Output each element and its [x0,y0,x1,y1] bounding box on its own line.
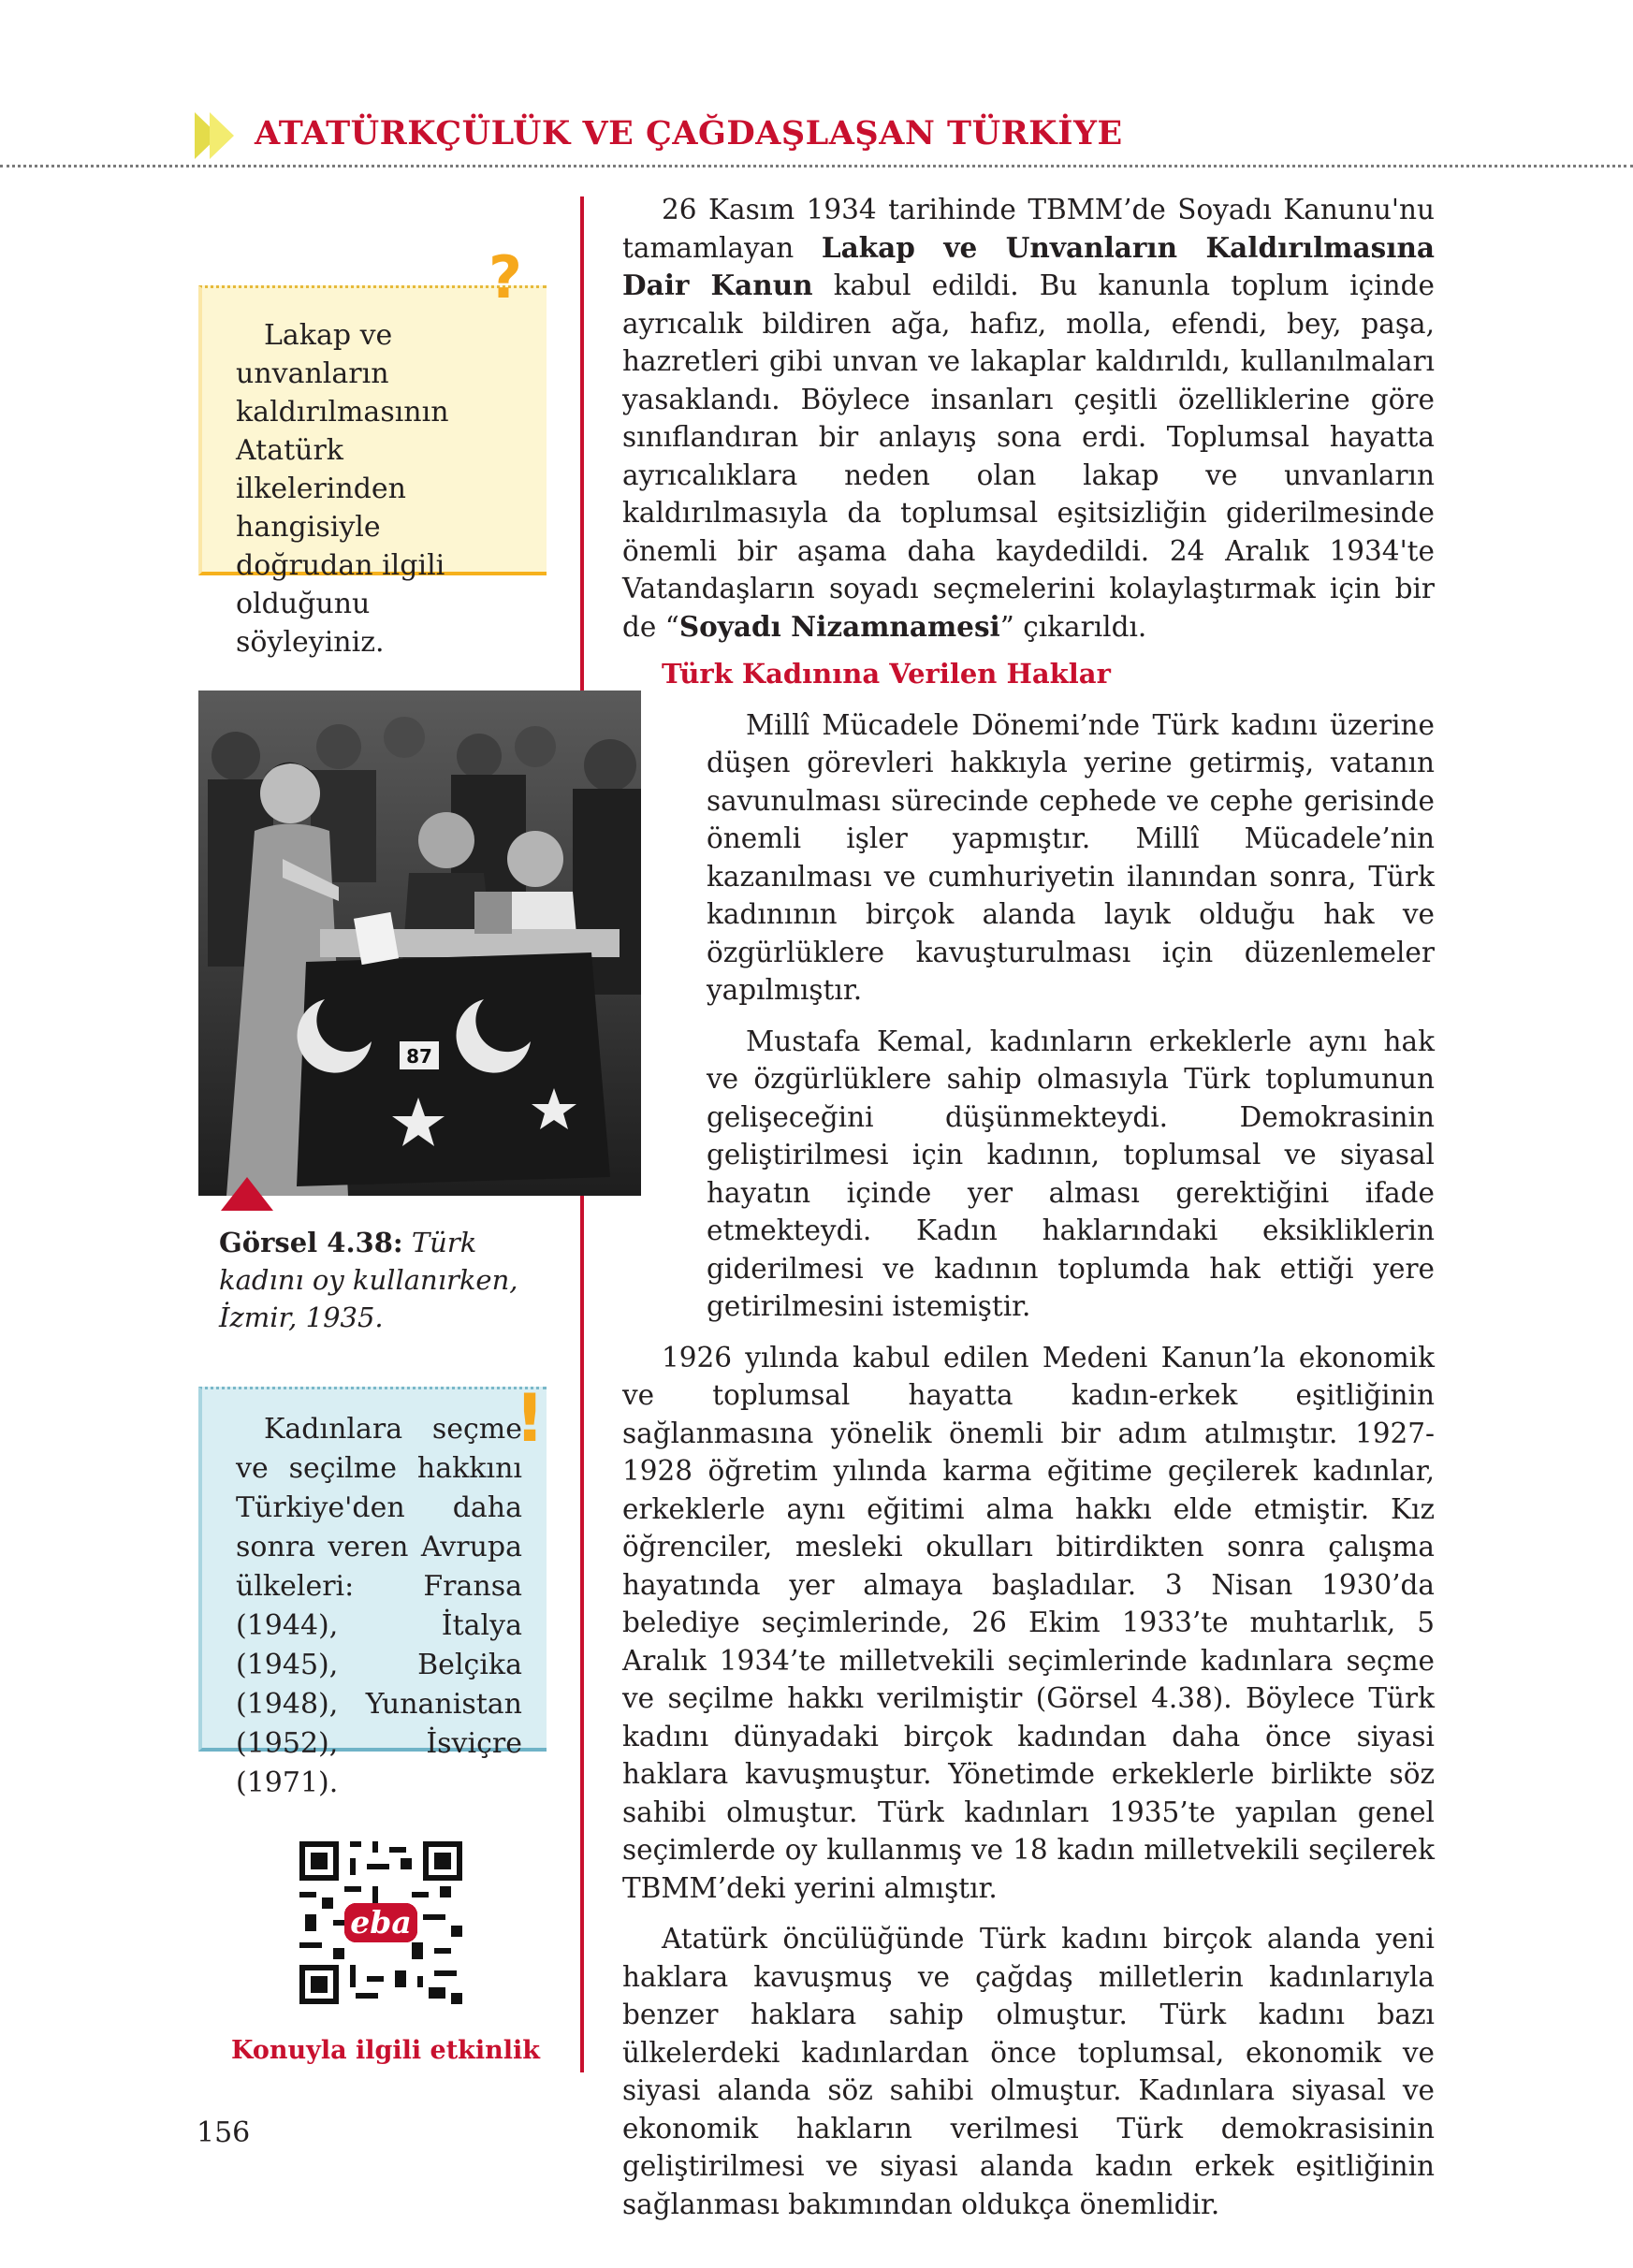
section-heading: Türk Kadınına Verilen Haklar [662,658,1111,690]
paragraph-3: Mustafa Kemal, kadınların erkeklerle aynı hak ve özgürlüklere sahip olmasıyla Türk toplumunun gelişeceğini düşünmekteydi. Demokrasinin geliştirilmesi için kadının, toplumsal ve siyasal hayatın içinde yer alması gerektiğini ifade etmekteydi. Kadın haklarındaki eksikliklerin giderilmesi ve kadının toplumda hak ettiği yere getirilmesini istemiştir. [707,1025,1435,1322]
chapter-arrow-icon [195,112,240,159]
figure-label: Görsel 4.38: [219,1227,403,1258]
figure-caption [219,1224,547,1336]
page-number: 156 [197,2116,251,2149]
question-text: Lakap ve unvanların kaldırılmasının Atatürk ilkelerinden hangisiyle doğrudan ilgili olduğunu söyleyiniz. [236,319,449,659]
chapter-title: ATATÜRKÇÜLÜK VE ÇAĞDAŞLAŞAN TÜRKİYE [255,114,1123,153]
chapter-header [195,105,1598,161]
info-box [198,1380,547,1799]
eba-logo: eba [350,1903,412,1941]
caption-marker-icon [221,1177,273,1211]
question-box [198,243,547,659]
paragraph-5: Atatürk öncülüğünde Türk kadını birçok alanda yeni haklara kavuşmuş ve çağdaş milletlerin kadınlarıyla benzer haklara sahip olmuştur. Türk kadını bazı ülkelerdeki kadınlardan önce toplumsal, ekonomik ve siyasi alanda söz sahibi olmuştur. Kadınlara siyasal ve ekonomik hakların verilmesi Türk demokrasisinin geliştirilmesi ve siyasi alanda kadın erkek eşitliğinin sağlanması bakımından oldukça önemlidir. [622,1923,1435,2220]
figure-text: Türk kadını oy kullanırken, İzmir, 1935. [219,1227,518,1333]
qr-code[interactable] [299,1841,462,2004]
paragraph-4: 1926 yılında kabul edilen Medeni Kanun’la ekonomik ve toplumsal hayatta kadın-erkek eşitliğinin sağlanmasına yönelik önemli bir adım atılmıştır. 1927-1928 öğretim yılında karma eğitime geçilerek kadınlar, erkeklerle aynı eğitimi alma hakkı elde etmiştir. Kız öğrenciler, mesleki okulları bitirdikten sonra çalışma hayatında yer almaya başladılar. 3 Nisan 1930’da belediye seçimlerinde, 26 Ekim 1933’te muhtarlık, 5 Aralık 1934’te milletvekili seçimlerinde kadınlara seçme ve seçilme hakkı verilmiştir (Görsel 4.38). Böylece Türk kadını dünyadaki birçok kadından daha önce siyasi haklara kavuşmuştur. Yönetimde erkeklerle birlikte söz sahibi olmuştur. Türk kadınları 1935’te yapılan genel seçimlerde oy kullanmış ve 18 kadın milletvekili seçilerek TBMM’deki yerini almıştır. [622,1341,1435,1904]
question-mark-icon: ? [488,243,522,312]
header-divider [0,165,1633,167]
ballot-box-number: 87 [406,1045,432,1068]
main-text [622,191,1435,2223]
exclamation-mark-icon: ! [515,1380,545,1457]
voting-photo [198,691,641,1196]
info-text: Kadınlara seçme ve seçilme hakkını Türkiye'den daha sonra veren Avrupa ülkeleri: Fransa (1944), İtalya (1945), Belçika (1948), Yunanistan (1952), İsviçre (1971). [236,1413,522,1799]
paragraph-2: Millî Mücadele Dönemi’nde Türk kadını üzerine düşen görevleri hakkıyla yerine getirmiş, vatanın savunulması sürecinde cephede ve cephe gerisinde önemli işler yapmıştır. Millî Mücadele’nin kazanılması ve cumhuriyetin ilanından sonra, Türk kadınının birçok alanda layık olduğu hak ve özgürlüklere kavuşturulması için düzenlemeler yapılmıştır. [707,708,1435,1006]
paragraph-1: 26 Kasım 1934 tarihinde TBMM’de Soyadı Kanunu'nu tamamlayan Lakap ve Unvanların Kaldırılmasına Dair Kanun kabul edildi. Bu kanunla toplum içinde ayrıcalık bildiren ağa, hafız, molla, efendi, bey, paşa, hazretleri gibi unvan ve lakaplar kaldırıldı, kullanılmaları yasaklandı. Böylece insanları çeşitli özelliklerine göre sınıflandıran bir anlayış sona erdi. Toplumsal hayatta ayrıcalıklara neden olan lakap ve unvanların kaldırılmasıyla da toplumsal eşitsizliğin giderilmesinde önemli bir aşama daha kaydedildi. 24 Aralık 1934'te Vatandaşların soyadı seçmelerini kolaylaştırmak için bir de “Soyadı Nizamnamesi” çıkarıldı. [622,194,1435,643]
qr-caption: Konuyla ilgili etkinlik [230,2036,540,2065]
